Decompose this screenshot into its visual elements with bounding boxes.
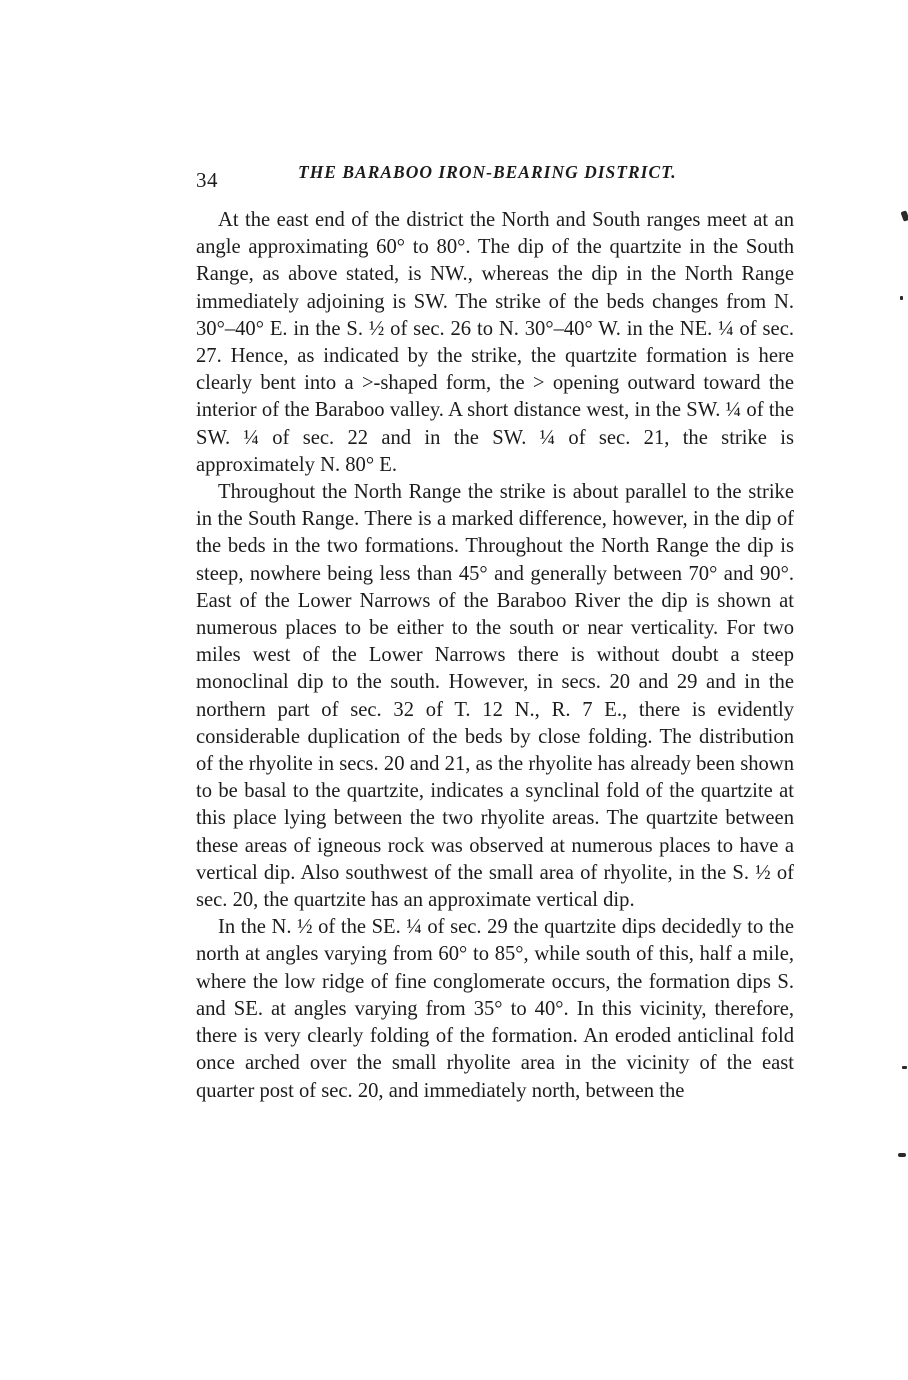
paragraph-1: At the east end of the district the North and South ranges meet at an angle approximating 60° to 80°. The dip of the quartzite in the South Range, as above stated, is NW., whereas the dip in the North Range immediately adjoining is SW. The strike of the beds changes from N. 30°–40° E. in the S. ½ of sec. 26 to N. 30°–40° W. in the NE. ¼ of sec. 27. Hence, as indicated by the strike, the quartzite formation is here clearly bent into a >-shaped form, the > opening outward toward the interior of the Baraboo valley. A short distance west, in the SW. ¼ of the SW. ¼ of sec. 22 and in the SW. ¼ of sec. 21, the strike is approximately N. 80° E.: [196, 209, 794, 476]
paragraph-3: In the N. ½ of the SE. ¼ of sec. 29 the quartzite dips decidedly to the north at angles varying from 60° to 85°, while south of this, half a mile, where the low ridge of fine conglomerate occurs, the formation dips S. and SE. at angles varying from 35° to 40°. In this vicinity, therefore, there is very clearly folding of the formation. An eroded anticlinal fold once arched over the small rhyolite area in the vicinity of the east quarter post of sec. 20, and immediately north, between the: [196, 916, 794, 1102]
margin-ink-mark: [898, 1153, 906, 1157]
body-text: [196, 207, 794, 1105]
page-header: [196, 162, 796, 192]
page-number: 34: [196, 168, 218, 192]
margin-ink-mark: [902, 1066, 907, 1069]
running-title: THE BARABOO IRON-BEARING DISTRICT.: [298, 162, 677, 182]
margin-ink-mark: [900, 210, 908, 221]
paragraph-2: Throughout the North Range the strike is about parallel to the strike in the South Range. There is a marked difference, however, in the dip of the beds in the two formations. Throughout the North Range the dip is steep, nowhere being less than 45° and generally between 70° and 90°. East of the Lower Narrows of the Baraboo River the dip is shown at numerous places to be either to the south or near verticality. For two miles west of the Lower Narrows there is without doubt a steep monoclinal dip to the south. However, in secs. 20 and 29 and in the northern part of sec. 32 of T. 12 N., R. 7 E., there is evidently considerable duplication of the beds by close folding. The distribution of the rhyolite in secs. 20 and 21, as the rhyolite has already been shown to be basal to the quartzite, indicates a synclinal fold of the quartzite at this place lying between the two rhyolite areas. The quartzite between these areas of igneous rock was observed at numerous places to have a vertical dip. Also southwest of the small area of rhyolite, in the S. ½ of sec. 20, the quartzite has an approximate vertical dip.: [196, 481, 794, 912]
margin-ink-mark: [900, 296, 903, 300]
